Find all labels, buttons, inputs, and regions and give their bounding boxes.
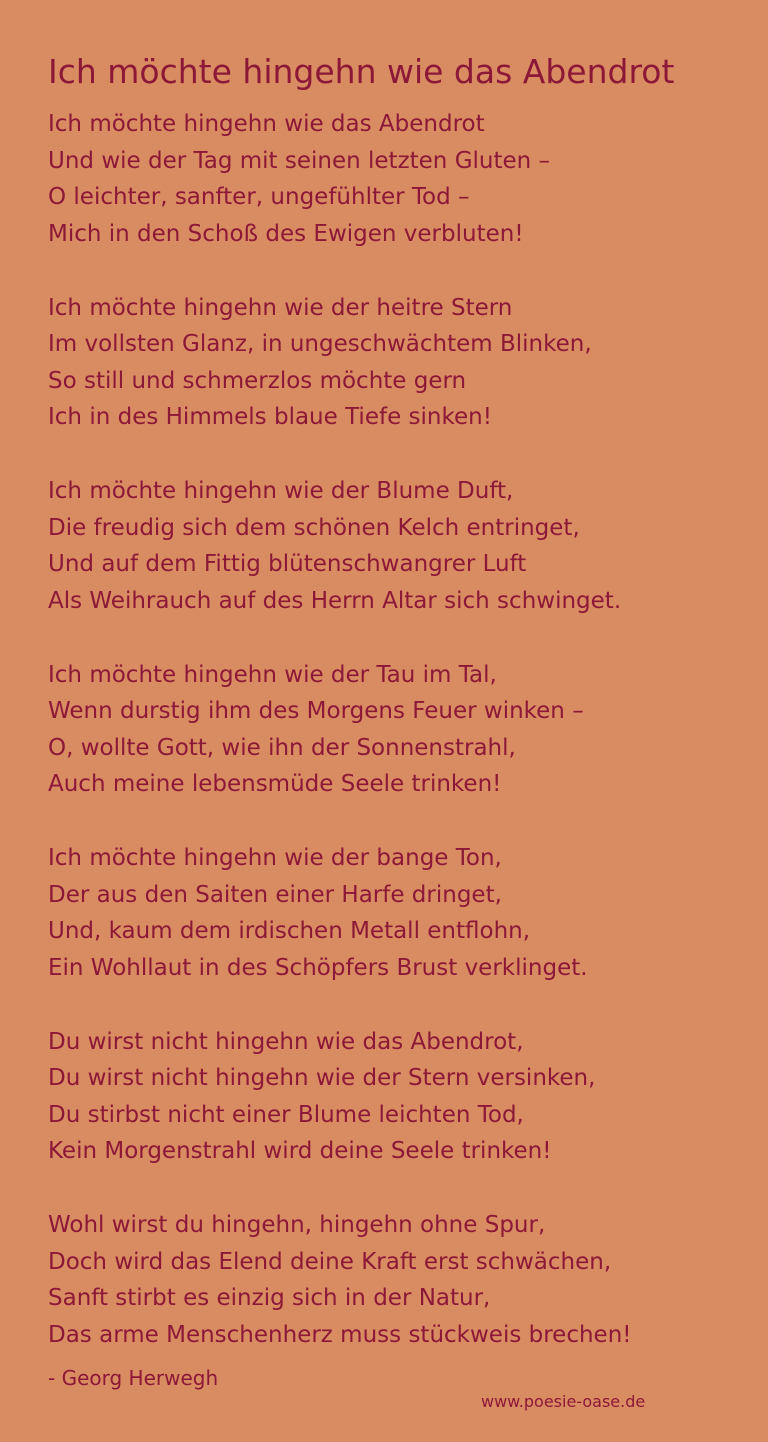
poem-line: Du wirst nicht hingehn wie der Stern versinken, xyxy=(48,1065,596,1091)
poem-line: Wenn durstig ihm des Morgens Feuer winken – xyxy=(48,698,584,724)
poem-line: Ich möchte hingehn wie der heitre Stern xyxy=(48,294,513,321)
poem-line: Ich in des Himmels blaue Tiefe sinken! xyxy=(48,404,492,430)
poem-line: Und auf dem Fittig blütenschwangrer Luft xyxy=(48,551,527,577)
poem-author: - Georg Herwegh xyxy=(48,1366,219,1390)
poem-line: Sanft stirbt es einzig sich in der Natur, xyxy=(48,1285,491,1311)
poem-line: Ich möchte hingehn wie der Blume Duft, xyxy=(48,478,514,504)
poem-line: O, wollte Gott, wie ihn der Sonnenstrahl, xyxy=(48,734,516,761)
poem-line: Die freudig sich dem schönen Kelch entringet, xyxy=(48,514,580,541)
stanza xyxy=(48,473,738,619)
poem-line: Ich möchte hingehn wie der bange Ton, xyxy=(48,845,502,871)
website-watermark: www.poesie-oase.de xyxy=(481,1392,646,1411)
poem-line: Wohl wirst du hingehn, hingehn ohne Spur, xyxy=(48,1212,546,1238)
poem-line: Mich in den Schoß des Ewigen verbluten! xyxy=(48,220,524,247)
poem-body xyxy=(48,106,738,1391)
poem-line: Im vollsten Glanz, in ungeschwächtem Blinken, xyxy=(48,331,592,357)
stanza xyxy=(48,1207,738,1353)
poem-line: O leichter, sanfter, ungefühlter Tod – xyxy=(48,184,470,210)
poem-line: Ich möchte hingehn wie der Tau im Tal, xyxy=(48,661,497,688)
poem-line: Der aus den Saiten einer Harfe dringet, xyxy=(48,881,502,908)
poem-line: Kein Morgenstrahl wird deine Seele trinken! xyxy=(48,1138,552,1164)
stanza xyxy=(48,106,738,252)
poem-line: Doch wird das Elend deine Kraft erst schwächen, xyxy=(48,1248,612,1275)
poem-line: Als Weihrauch auf des Herrn Altar sich schwinget. xyxy=(48,587,622,614)
poem-line: Du wirst nicht hingehn wie das Abendrot, xyxy=(48,1028,524,1055)
poem-line: Das arme Menschenherz muss stückweis brechen! xyxy=(48,1321,632,1348)
poem-line: Und wie der Tag mit seinen letzten Gluten – xyxy=(48,147,551,174)
poem-title: Ich möchte hingehn wie das Abendrot xyxy=(48,52,675,91)
poem-line: Ich möchte hingehn wie das Abendrot xyxy=(48,111,485,137)
poem-line: Auch meine lebensmüde Seele trinken! xyxy=(48,771,502,797)
poem-line: Ein Wohllaut in des Schöpfers Brust verklinget. xyxy=(48,954,588,981)
stanza xyxy=(48,1024,738,1170)
stanza xyxy=(48,657,738,803)
poem-line: Und, kaum dem irdischen Metall entflohn, xyxy=(48,918,531,944)
poem-line: So still und schmerzlos möchte gern xyxy=(48,367,467,394)
stanza xyxy=(48,290,738,436)
stanza xyxy=(48,840,738,986)
poem-line: Du stirbst nicht einer Blume leichten Tod, xyxy=(48,1101,524,1128)
